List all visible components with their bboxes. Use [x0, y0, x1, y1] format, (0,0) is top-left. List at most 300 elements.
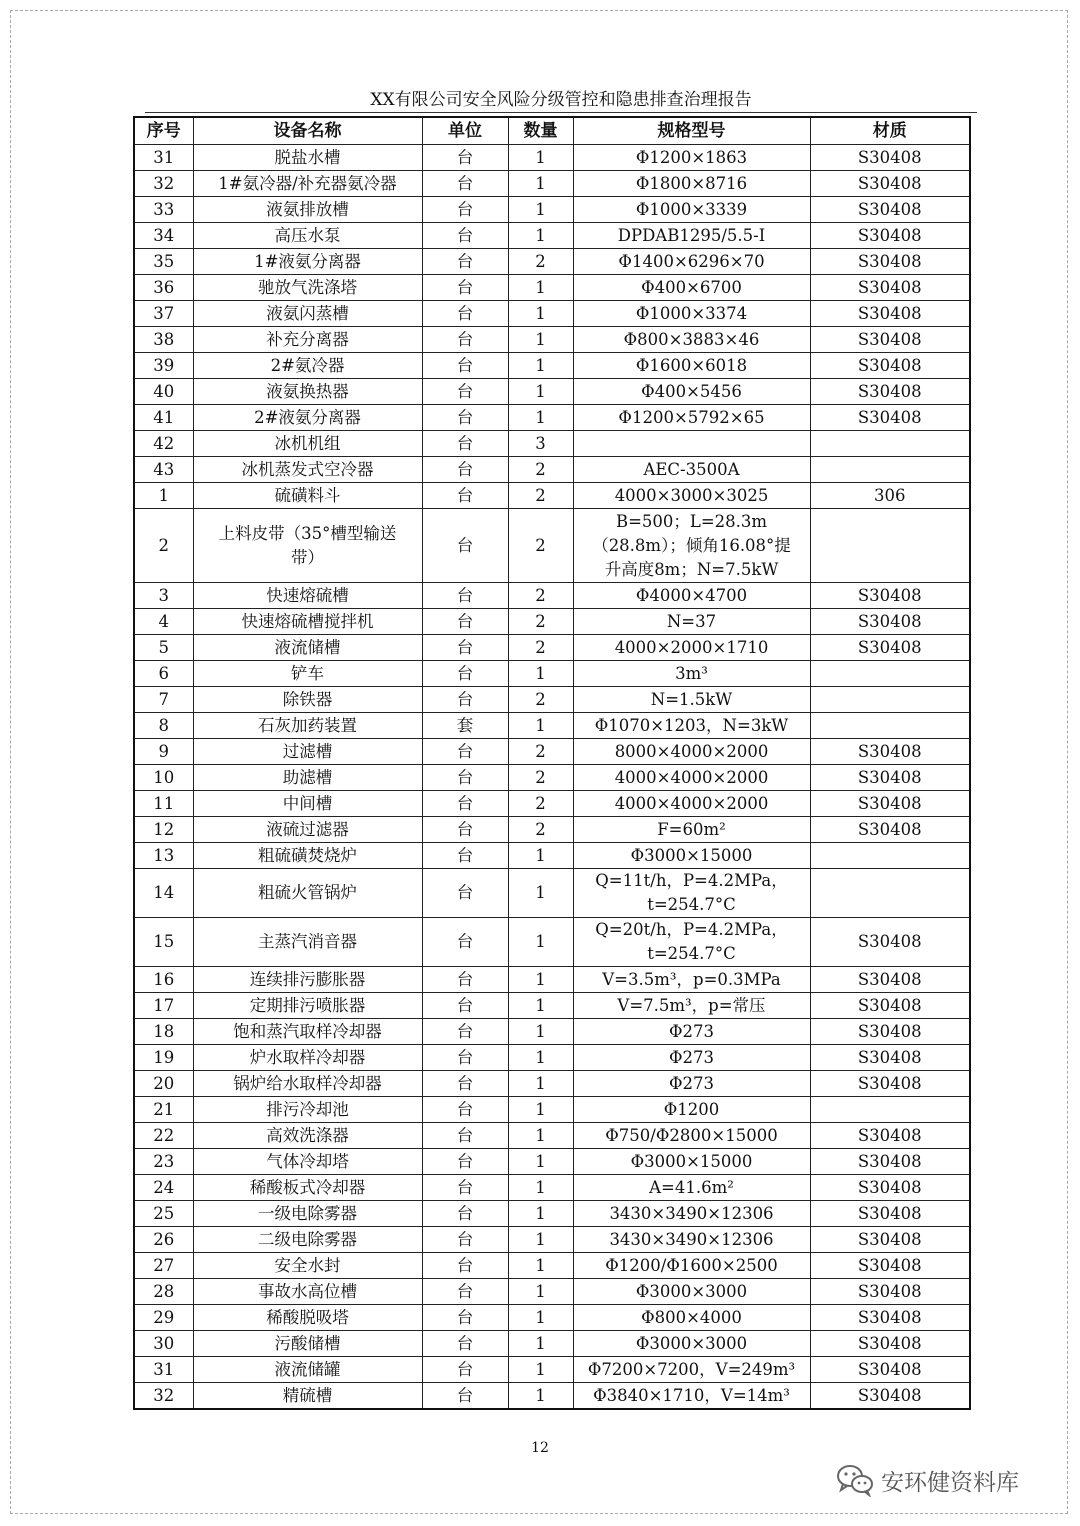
- specification: Φ273: [573, 1019, 810, 1045]
- equipment-name: 事故水高位槽: [193, 1279, 422, 1305]
- material: S30408: [810, 171, 970, 197]
- unit: 台: [422, 993, 508, 1019]
- row-number: 27: [134, 1253, 193, 1279]
- table-row: [134, 431, 970, 457]
- page-number: 12: [531, 1440, 549, 1456]
- row-number: 11: [134, 791, 193, 817]
- table-row: [134, 509, 970, 583]
- wechat-icon: [835, 1463, 875, 1497]
- material: S30408: [810, 197, 970, 223]
- row-number: 17: [134, 993, 193, 1019]
- quantity: 1: [508, 1253, 573, 1279]
- equipment-name: 二级电除雾器: [193, 1227, 422, 1253]
- quantity: 2: [508, 791, 573, 817]
- equipment-name: 粗硫火管锅炉: [193, 869, 422, 918]
- equipment-name: 锅炉给水取样冷却器: [193, 1071, 422, 1097]
- unit: 台: [422, 1097, 508, 1123]
- table-row: [134, 327, 970, 353]
- equipment-name: 中间槽: [193, 791, 422, 817]
- unit: 台: [422, 275, 508, 301]
- unit: 台: [422, 739, 508, 765]
- equipment-name: 一级电除雾器: [193, 1201, 422, 1227]
- material: S30408: [810, 1227, 970, 1253]
- row-number: 19: [134, 1045, 193, 1071]
- row-number: 13: [134, 843, 193, 869]
- row-number: 5: [134, 635, 193, 661]
- equipment-name: 稀酸脱吸塔: [193, 1305, 422, 1331]
- material: S30408: [810, 967, 970, 993]
- unit: 台: [422, 1305, 508, 1331]
- material: S30408: [810, 353, 970, 379]
- quantity: 1: [508, 1201, 573, 1227]
- equipment-name: 上料皮带（35°槽型输送 带）: [193, 509, 422, 583]
- specification: Φ1400×6296×70: [573, 249, 810, 275]
- table-row: [134, 739, 970, 765]
- equipment-name: 排污冷却池: [193, 1097, 422, 1123]
- equipment-name: 粗硫磺焚烧炉: [193, 843, 422, 869]
- quantity: 1: [508, 145, 573, 171]
- material: [810, 713, 970, 739]
- specification: V=7.5m³，p=常压: [573, 993, 810, 1019]
- specification: Q=11t/h，P=4.2MPa， t=254.7°C: [573, 869, 810, 918]
- row-number: 35: [134, 249, 193, 275]
- equipment-name: 连续排污膨胀器: [193, 967, 422, 993]
- specification: Φ1600×6018: [573, 353, 810, 379]
- equipment-name: 饱和蒸汽取样冷却器: [193, 1019, 422, 1045]
- row-number: 24: [134, 1175, 193, 1201]
- material: S30408: [810, 275, 970, 301]
- material: S30408: [810, 1331, 970, 1357]
- equipment-name: 精硫槽: [193, 1383, 422, 1410]
- watermark: [835, 1460, 1019, 1500]
- row-number: 1: [134, 483, 193, 509]
- quantity: 3: [508, 431, 573, 457]
- table-row: [134, 171, 970, 197]
- watermark-text: 安环健资料库: [881, 1469, 1019, 1496]
- material: S30408: [810, 993, 970, 1019]
- unit: 台: [422, 843, 508, 869]
- table-row: [134, 1019, 970, 1045]
- quantity: 1: [508, 197, 573, 223]
- specification: Φ3840×1710，V=14m³: [573, 1383, 810, 1410]
- row-number: 32: [134, 171, 193, 197]
- unit: 台: [422, 1253, 508, 1279]
- quantity: 1: [508, 1305, 573, 1331]
- row-number: 12: [134, 817, 193, 843]
- quantity: 1: [508, 661, 573, 687]
- unit: 台: [422, 609, 508, 635]
- equipment-name: 过滤槽: [193, 739, 422, 765]
- quantity: 1: [508, 993, 573, 1019]
- table-row: [134, 223, 970, 249]
- material: S30408: [810, 791, 970, 817]
- row-number: 6: [134, 661, 193, 687]
- specification: Φ1000×3374: [573, 301, 810, 327]
- table-row: [134, 687, 970, 713]
- table-row: [134, 1253, 970, 1279]
- table-row: [134, 1331, 970, 1357]
- material: S30408: [810, 1201, 970, 1227]
- material: [810, 843, 970, 869]
- unit: 台: [422, 1383, 508, 1410]
- unit: 台: [422, 765, 508, 791]
- specification: Φ7200×7200，V=249m³: [573, 1357, 810, 1383]
- row-number: 28: [134, 1279, 193, 1305]
- specification: A=41.6m²: [573, 1175, 810, 1201]
- material: S30408: [810, 765, 970, 791]
- table-row: [134, 197, 970, 223]
- quantity: 1: [508, 223, 573, 249]
- equipment-name: 液硫过滤器: [193, 817, 422, 843]
- unit: 台: [422, 249, 508, 275]
- row-number: 14: [134, 869, 193, 918]
- specification: Φ1000×3339: [573, 197, 810, 223]
- material: S30408: [810, 223, 970, 249]
- specification: Φ273: [573, 1045, 810, 1071]
- unit: 台: [422, 483, 508, 509]
- equipment-name: 液氨闪蒸槽: [193, 301, 422, 327]
- row-number: 31: [134, 145, 193, 171]
- material: 306: [810, 483, 970, 509]
- equipment-name: 补充分离器: [193, 327, 422, 353]
- specification: Φ1800×8716: [573, 171, 810, 197]
- table-row: [134, 869, 970, 918]
- equipment-name: 冰机机组: [193, 431, 422, 457]
- specification: 3430×3490×12306: [573, 1227, 810, 1253]
- row-number: 41: [134, 405, 193, 431]
- unit: 台: [422, 1045, 508, 1071]
- quantity: 1: [508, 1227, 573, 1253]
- unit: 台: [422, 1201, 508, 1227]
- material: S30408: [810, 1045, 970, 1071]
- quantity: 1: [508, 1097, 573, 1123]
- row-number: 25: [134, 1201, 193, 1227]
- table-row: [134, 791, 970, 817]
- quantity: 1: [508, 843, 573, 869]
- table-row: [134, 1175, 970, 1201]
- specification: 4000×3000×3025: [573, 483, 810, 509]
- row-number: 3: [134, 583, 193, 609]
- row-number: 38: [134, 327, 193, 353]
- row-number: 26: [134, 1227, 193, 1253]
- material: S30408: [810, 1019, 970, 1045]
- quantity: 2: [508, 739, 573, 765]
- table-row: [134, 1123, 970, 1149]
- specification: Φ1200: [573, 1097, 810, 1123]
- specification: DPDAB1295/5.5-I: [573, 223, 810, 249]
- column-header: 单位: [422, 117, 508, 145]
- table-row: [134, 353, 970, 379]
- material: [810, 431, 970, 457]
- column-header: 序号: [134, 117, 193, 145]
- equipment-name: 1#液氨分离器: [193, 249, 422, 275]
- quantity: 1: [508, 379, 573, 405]
- specification: 8000×4000×2000: [573, 739, 810, 765]
- row-number: 9: [134, 739, 193, 765]
- unit: 台: [422, 1357, 508, 1383]
- quantity: 1: [508, 713, 573, 739]
- material: [810, 1097, 970, 1123]
- equipment-name: 2#液氨分离器: [193, 405, 422, 431]
- table-row: [134, 301, 970, 327]
- unit: 台: [422, 918, 508, 967]
- equipment-name: 冰机蒸发式空冷器: [193, 457, 422, 483]
- quantity: 2: [508, 583, 573, 609]
- row-number: 18: [134, 1019, 193, 1045]
- specification: AEC-3500A: [573, 457, 810, 483]
- equipment-name: 快速熔硫槽搅拌机: [193, 609, 422, 635]
- material: S30408: [810, 1279, 970, 1305]
- row-number: 8: [134, 713, 193, 739]
- material: S30408: [810, 583, 970, 609]
- unit: 台: [422, 1279, 508, 1305]
- quantity: 2: [508, 483, 573, 509]
- row-number: 4: [134, 609, 193, 635]
- table-row: [134, 1201, 970, 1227]
- material: S30408: [810, 327, 970, 353]
- specification: Φ1200×1863: [573, 145, 810, 171]
- specification: Φ750/Φ2800×15000: [573, 1123, 810, 1149]
- quantity: 1: [508, 1357, 573, 1383]
- unit: 台: [422, 1071, 508, 1097]
- unit: 套: [422, 713, 508, 739]
- equipment-name: 液流储槽: [193, 635, 422, 661]
- row-number: 36: [134, 275, 193, 301]
- quantity: 1: [508, 275, 573, 301]
- table-row: [134, 1383, 970, 1410]
- material: S30408: [810, 1149, 970, 1175]
- equipment-name: 高压水泵: [193, 223, 422, 249]
- row-number: 39: [134, 353, 193, 379]
- unit: 台: [422, 197, 508, 223]
- equipment-name: 安全水封: [193, 1253, 422, 1279]
- material: S30408: [810, 1383, 970, 1410]
- material: S30408: [810, 918, 970, 967]
- table-row: [134, 1097, 970, 1123]
- row-number: 37: [134, 301, 193, 327]
- column-header: 规格型号: [573, 117, 810, 145]
- table-header-row: [134, 117, 970, 145]
- unit: 台: [422, 509, 508, 583]
- table-row: [134, 967, 970, 993]
- unit: 台: [422, 967, 508, 993]
- quantity: 1: [508, 353, 573, 379]
- equipment-name: 助滤槽: [193, 765, 422, 791]
- specification: 4000×4000×2000: [573, 765, 810, 791]
- quantity: 1: [508, 301, 573, 327]
- equipment-name: 液流储罐: [193, 1357, 422, 1383]
- quantity: 1: [508, 918, 573, 967]
- unit: 台: [422, 1331, 508, 1357]
- table-row: [134, 817, 970, 843]
- quantity: 1: [508, 967, 573, 993]
- quantity: 2: [508, 817, 573, 843]
- quantity: 1: [508, 1149, 573, 1175]
- equipment-name: 稀酸板式冷却器: [193, 1175, 422, 1201]
- quantity: 1: [508, 405, 573, 431]
- equipment-name: 脱盐水槽: [193, 145, 422, 171]
- unit: 台: [422, 145, 508, 171]
- table-row: [134, 457, 970, 483]
- specification: Φ273: [573, 1071, 810, 1097]
- equipment-name: 高效洗涤器: [193, 1123, 422, 1149]
- table-row: [134, 843, 970, 869]
- row-number: 22: [134, 1123, 193, 1149]
- row-number: 43: [134, 457, 193, 483]
- equipment-name: 液氨换热器: [193, 379, 422, 405]
- specification: N=37: [573, 609, 810, 635]
- table-row: [134, 1227, 970, 1253]
- specification: Φ3000×15000: [573, 843, 810, 869]
- table-row: [134, 1357, 970, 1383]
- row-number: 34: [134, 223, 193, 249]
- equipment-name: 快速熔硫槽: [193, 583, 422, 609]
- specification: Φ800×3883×46: [573, 327, 810, 353]
- table-row: [134, 145, 970, 171]
- table-row: [134, 1149, 970, 1175]
- unit: 台: [422, 583, 508, 609]
- specification: Φ3000×3000: [573, 1331, 810, 1357]
- material: S30408: [810, 609, 970, 635]
- specification: Φ3000×3000: [573, 1279, 810, 1305]
- quantity: 2: [508, 249, 573, 275]
- quantity: 1: [508, 1045, 573, 1071]
- material: [810, 869, 970, 918]
- quantity: 2: [508, 687, 573, 713]
- material: S30408: [810, 1123, 970, 1149]
- specification: [573, 431, 810, 457]
- table-row: [134, 1045, 970, 1071]
- material: S30408: [810, 817, 970, 843]
- row-number: 15: [134, 918, 193, 967]
- unit: 台: [422, 223, 508, 249]
- material: S30408: [810, 739, 970, 765]
- row-number: 40: [134, 379, 193, 405]
- unit: 台: [422, 457, 508, 483]
- table-row: [134, 661, 970, 687]
- unit: 台: [422, 405, 508, 431]
- quantity: 1: [508, 1175, 573, 1201]
- quantity: 1: [508, 171, 573, 197]
- unit: 台: [422, 379, 508, 405]
- specification: B=500；L=28.3m （28.8m）；倾角16.08°提 升高度8m；N=7.5kW: [573, 509, 810, 583]
- unit: 台: [422, 1123, 508, 1149]
- quantity: 1: [508, 1383, 573, 1410]
- quantity: 2: [508, 609, 573, 635]
- specification: Φ1200×5792×65: [573, 405, 810, 431]
- equipment-name: 驰放气洗涤塔: [193, 275, 422, 301]
- table-row: [134, 765, 970, 791]
- unit: 台: [422, 635, 508, 661]
- material: S30408: [810, 635, 970, 661]
- equipment-name: 气体冷却塔: [193, 1149, 422, 1175]
- row-number: 32: [134, 1383, 193, 1410]
- quantity: 1: [508, 1279, 573, 1305]
- specification: Φ400×6700: [573, 275, 810, 301]
- table-row: [134, 713, 970, 739]
- quantity: 1: [508, 869, 573, 918]
- specification: Φ400×5456: [573, 379, 810, 405]
- row-number: 33: [134, 197, 193, 223]
- equipment-name: 除铁器: [193, 687, 422, 713]
- specification: 3m³: [573, 661, 810, 687]
- row-number: 23: [134, 1149, 193, 1175]
- row-number: 2: [134, 509, 193, 583]
- material: [810, 457, 970, 483]
- unit: 台: [422, 1019, 508, 1045]
- specification: N=1.5kW: [573, 687, 810, 713]
- specification: 4000×2000×1710: [573, 635, 810, 661]
- specification: Φ4000×4700: [573, 583, 810, 609]
- table-row: [134, 1305, 970, 1331]
- equipment-name: 2#氨冷器: [193, 353, 422, 379]
- quantity: 1: [508, 1071, 573, 1097]
- quantity: 2: [508, 457, 573, 483]
- quantity: 1: [508, 1123, 573, 1149]
- quantity: 1: [508, 1019, 573, 1045]
- unit: 台: [422, 817, 508, 843]
- specification: 3430×3490×12306: [573, 1201, 810, 1227]
- table-row: [134, 249, 970, 275]
- unit: 台: [422, 1149, 508, 1175]
- equipment-name: 铲车: [193, 661, 422, 687]
- table-row: [134, 405, 970, 431]
- material: S30408: [810, 379, 970, 405]
- equipment-name: 炉水取样冷却器: [193, 1045, 422, 1071]
- equipment-name: 主蒸汽消音器: [193, 918, 422, 967]
- specification: Φ3000×15000: [573, 1149, 810, 1175]
- table-row: [134, 583, 970, 609]
- table-row: [134, 483, 970, 509]
- row-number: 16: [134, 967, 193, 993]
- material: S30408: [810, 1071, 970, 1097]
- material: S30408: [810, 1357, 970, 1383]
- row-number: 30: [134, 1331, 193, 1357]
- unit: 台: [422, 687, 508, 713]
- specification: 4000×4000×2000: [573, 791, 810, 817]
- unit: 台: [422, 1227, 508, 1253]
- row-number: 29: [134, 1305, 193, 1331]
- equipment-table: [133, 116, 971, 1410]
- table-row: [134, 1071, 970, 1097]
- material: S30408: [810, 249, 970, 275]
- specification: Q=20t/h，P=4.2MPa， t=254.7°C: [573, 918, 810, 967]
- material: S30408: [810, 1175, 970, 1201]
- material: [810, 687, 970, 713]
- unit: 台: [422, 353, 508, 379]
- table-row: [134, 635, 970, 661]
- specification: V=3.5m³，p=0.3MPa: [573, 967, 810, 993]
- row-number: 7: [134, 687, 193, 713]
- material: [810, 661, 970, 687]
- table-row: [134, 993, 970, 1019]
- unit: 台: [422, 301, 508, 327]
- quantity: 2: [508, 765, 573, 791]
- material: S30408: [810, 301, 970, 327]
- equipment-name: 1#氨冷器/补充器氨冷器: [193, 171, 422, 197]
- table-row: [134, 379, 970, 405]
- unit: 台: [422, 327, 508, 353]
- equipment-name: 石灰加药装置: [193, 713, 422, 739]
- specification: F=60m²: [573, 817, 810, 843]
- table-row: [134, 275, 970, 301]
- quantity: 1: [508, 327, 573, 353]
- quantity: 2: [508, 509, 573, 583]
- unit: 台: [422, 661, 508, 687]
- row-number: 21: [134, 1097, 193, 1123]
- row-number: 10: [134, 765, 193, 791]
- column-header: 数量: [508, 117, 573, 145]
